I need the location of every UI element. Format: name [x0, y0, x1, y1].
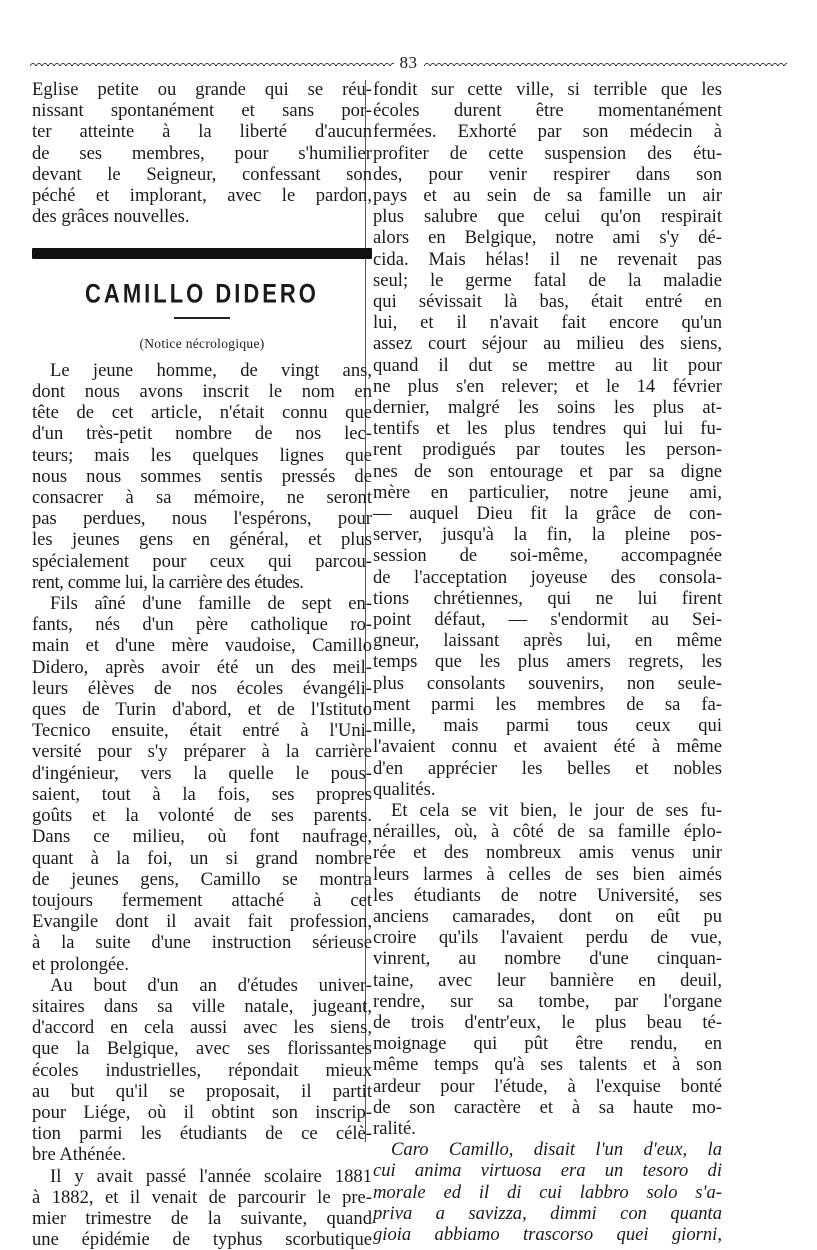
header-ornament-right — [424, 60, 788, 66]
paragraph-2 — [32, 593, 372, 975]
text-line: tions chrétiennes, qui ne lui firent — [373, 587, 722, 609]
text-line: Eglise petite ou grande qui se réu- — [32, 79, 372, 100]
text-line: d'ingénieur, vers la quelle le pous- — [32, 762, 372, 784]
text-line: assez court séjour au milieu des siens, — [373, 333, 722, 355]
paragraph-3 — [32, 975, 372, 1166]
text-line: rée et des nombreux amis venus unir — [373, 842, 722, 864]
text-line: dont nous avons inscrit le nom en — [32, 381, 372, 403]
text-line: temps que les plus amers regrets, les — [373, 651, 722, 673]
text-line: les jeunes gens en général, et plus — [32, 529, 372, 551]
page-header — [30, 50, 787, 76]
text-line: de ses membres, pour s'humilier — [32, 142, 372, 164]
text-line: nous nous sommes sentis pressés de — [32, 465, 372, 487]
text-line: point défaut, — s'endormit au Sei- — [373, 609, 722, 631]
text-line: main et d'une mère vaudoise, Camillo — [32, 635, 372, 657]
text-line: des, pour venir respirer dans son — [373, 163, 722, 185]
text-line: ment parmi les membres de sa fa- — [373, 693, 722, 715]
text-line: Evangile dont il avait fait profession, — [32, 911, 372, 933]
text-line: server, jusqu'à la fin, la pleine pos- — [373, 524, 722, 546]
text-line: d'en apprécier les belles et nobles — [373, 757, 722, 779]
header-ornament-left — [30, 60, 394, 66]
paragraph-7-italian-quote — [373, 1139, 722, 1245]
text-line: profiter de cette suspension des étu- — [373, 142, 722, 164]
text-line: seul; le germe fatal de la maladie — [373, 269, 722, 291]
text-line: moignage qui pût être rendu, en — [373, 1033, 722, 1055]
text-line: gioia abbiamo trascorso quei giorni, — [373, 1223, 722, 1245]
text-line: alors en Belgique, notre ami s'y dé- — [373, 227, 722, 249]
text-line: l'avaient connu et avaient été à même — [373, 736, 722, 758]
text-line: cida. Mais hélas! il ne revenait pas — [373, 248, 722, 270]
text-line: pour Liége, où il obtint son inscrip- — [32, 1101, 372, 1123]
text-line: des grâces nouvelles. — [32, 206, 190, 228]
text-line: d'accord en cela aussi avec les siens, — [32, 1017, 372, 1039]
text-line: écoles durent être momentanément — [373, 100, 722, 122]
text-line: anciens camarades, dont on eût pu — [373, 905, 722, 927]
text-line: lui, et il n'avait fait encore qu'un — [373, 312, 722, 334]
text-line: ne plus s'en relever; et le 14 février — [373, 375, 722, 397]
text-line: pas perdues, nous l'espérons, pour — [32, 508, 372, 530]
text-line: saient, tout à la fois, ses propres — [32, 783, 372, 805]
text-line: — auquel Dieu fit la grâce de con- — [373, 503, 722, 525]
text-line: péché et implorant, avec le pardon, — [32, 185, 372, 207]
right-column — [373, 79, 722, 1245]
text-line: croire qu'ils l'avaient perdu de vue, — [373, 927, 722, 949]
text-line: à la suite d'une instruction sérieuse — [32, 932, 372, 954]
text-line: mille, mais parmi tous ceux qui — [373, 715, 722, 737]
left-column — [32, 79, 372, 1250]
text-line: Didero, après avoir été un des meil- — [32, 656, 372, 678]
text-line: rent prodigués par toutes les person- — [373, 439, 722, 461]
text-line: tion parmi les étudiants de ce célè- — [32, 1123, 372, 1145]
section-divider-bar — [32, 248, 372, 259]
text-line: Dans ce milieu, où font naufrage, — [32, 826, 372, 848]
text-line: Le jeune homme, de vingt ans, — [50, 359, 372, 381]
text-line: quant à la foi, un si grand nombre — [32, 847, 372, 869]
text-line: Caro Camillo, disait l'un d'eux, la — [391, 1139, 722, 1161]
text-line: pays et au sein de sa famille un air — [373, 185, 722, 207]
paragraph-6 — [373, 800, 722, 1139]
text-line: fants, nés d'un père catholique ro- — [32, 614, 372, 636]
text-line: versité pour s'y préparer à la carrière — [32, 741, 372, 763]
text-line: d'un très-petit nombre de nos lec- — [32, 423, 372, 445]
text-line: devant le Seigneur, confessant son — [32, 163, 372, 185]
text-line: sitaires dans sa ville natale, jugeant, — [32, 995, 372, 1017]
text-line: nissant spontanément et sans por- — [32, 100, 372, 122]
text-line: tentifs et les plus tendres qui lui fu- — [373, 418, 722, 440]
text-line: nérailles, où, à côté de sa famille éplo- — [373, 821, 722, 843]
text-line: de jeunes gens, Camillo se montra — [32, 868, 372, 890]
title-underline — [174, 317, 230, 319]
text-line: ardeur pour l'étude, à l'exquise bonté — [373, 1075, 722, 1097]
text-line: leurs élèves de nos écoles évangéli- — [32, 677, 372, 699]
text-line: que la Belgique, avec ses florissantes — [32, 1038, 372, 1060]
text-line: fermées. Exhorté par son médecin à — [373, 121, 722, 143]
text-line: cui anima virtuosa era un tesoro di — [373, 1160, 722, 1182]
text-line: mère en particulier, notre jeune ami, — [373, 481, 722, 503]
text-line: plus consolants souvenirs, non seule- — [373, 672, 722, 694]
text-line: de son caractère et à sa haute mo- — [373, 1096, 722, 1118]
text-line: Et cela se vit bien, le jour de ses fu- — [391, 799, 722, 821]
text-line: dernier, malgré les soins les plus at- — [373, 397, 722, 419]
text-line: une épidémie de typhus scorbutique — [32, 1229, 372, 1250]
text-line: qui sévissait là bas, était entré en — [373, 291, 722, 313]
text-line: session de soi-même, accompagnée — [373, 545, 722, 567]
text-line: et prolongée. — [32, 953, 130, 975]
text-line: priva a savizza, dimmi con quanta — [373, 1202, 722, 1224]
article-subtitle: (Notice nécrologique) — [139, 335, 265, 351]
paragraph-1 — [32, 360, 372, 593]
text-line: ques de Turin d'abord, et de l'Istituto — [32, 699, 372, 721]
text-line: de trois d'entr'eux, le plus beau té- — [373, 1011, 722, 1033]
text-line: teurs; mais les quelques lignes que — [32, 444, 372, 466]
text-line: rent, comme lui, la carrière des études. — [32, 571, 304, 593]
text-line: au but qu'il se proposait, il partit — [32, 1080, 372, 1102]
text-line: goûts et la volonté de ses parents. — [32, 805, 372, 827]
text-line: spécialement pour ceux qui parcou- — [32, 550, 372, 572]
text-line: qualités. — [373, 778, 436, 800]
text-line: Au bout d'un an d'études univer- — [50, 974, 372, 996]
page-number: 83 — [399, 53, 418, 72]
text-line: ralité. — [373, 1117, 416, 1139]
text-line: Il y avait passé l'année scolaire 1881 — [50, 1165, 372, 1187]
text-line: Tecnico ensuite, était entré à l'Uni- — [32, 720, 372, 742]
text-line: les étudiants de notre Université, ses — [373, 884, 722, 906]
text-line: mier trimestre de la suivante, quand — [32, 1207, 372, 1229]
text-line: taine, avec leur bannière en deuil, — [373, 969, 722, 991]
text-line: morale ed il di cui labbro solo s'a- — [373, 1181, 722, 1203]
paragraph-5 — [373, 79, 722, 800]
text-line: à 1882, et il venait de parcourir le pre- — [32, 1186, 372, 1208]
intro-paragraph — [32, 79, 372, 227]
text-line: Fils aîné d'une famille de sept en- — [50, 593, 372, 615]
article-title: CAMILLO DIDERO — [85, 278, 319, 309]
text-line: vinrent, au nombre d'une cinquan- — [373, 948, 722, 970]
text-line: gneur, laissant après lui, en même — [373, 630, 722, 652]
text-line: nes de son entourage et par sa digne — [373, 460, 722, 482]
text-line: quand il dut se mettre au lit pour — [373, 354, 722, 376]
text-line: plus salubre que celui qu'on respirait — [373, 206, 722, 228]
text-line: leurs larmes à celles de ses bien aimés — [373, 863, 722, 885]
text-line: ter atteinte à la liberté d'aucun — [32, 121, 372, 143]
text-line: consacrer à sa mémoire, ne seront — [32, 487, 372, 509]
text-line: écoles industrielles, répondait mieux — [32, 1059, 372, 1081]
text-line: bre Athénée. — [32, 1144, 126, 1166]
text-line: même temps qu'à ses talents et à son — [373, 1054, 722, 1076]
text-line: rendre, sur sa tombe, par l'organe — [373, 990, 722, 1012]
text-line: toujours fermement attaché à cet — [32, 889, 372, 911]
text-line: de l'acceptation joyeuse des consola- — [373, 566, 722, 588]
text-line: tête de cet article, n'était connu que — [32, 402, 372, 424]
text-line: fondit sur cette ville, si terrible que les — [373, 79, 722, 100]
paragraph-4 — [32, 1166, 372, 1250]
